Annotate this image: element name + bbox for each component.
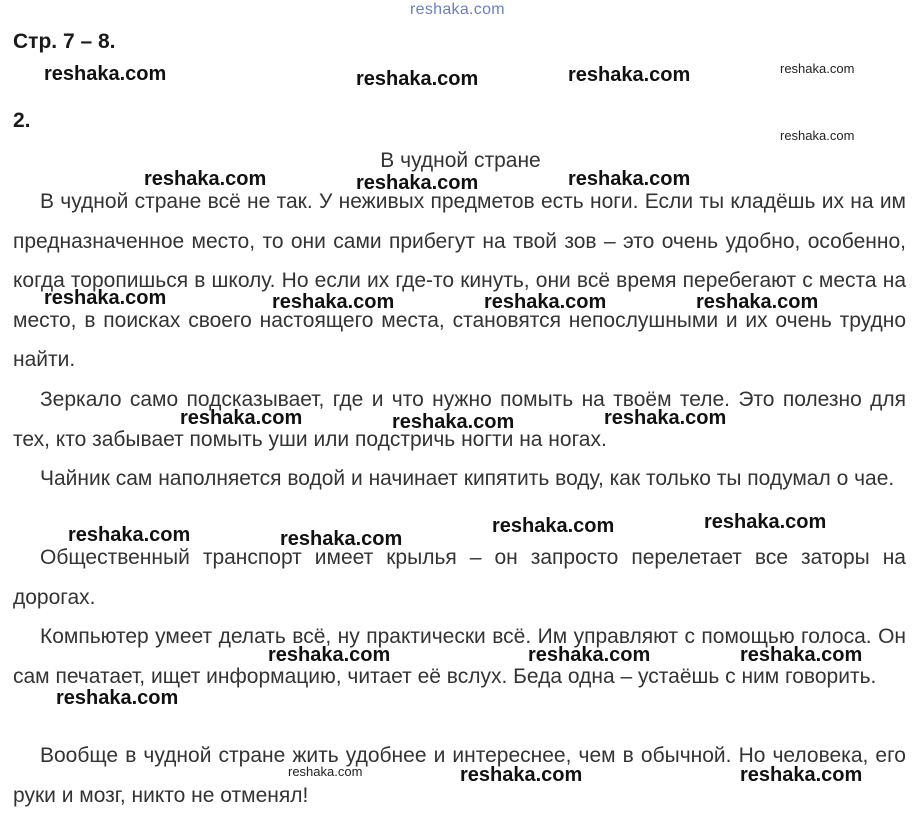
watermark: reshaka.com <box>268 644 391 666</box>
paragraph-2-text: Зеркало само подсказывает, где и что нужно помыть на твоём теле. Это полезно для тех, кто забывает помыть уши или подстричь ногти на ногах. <box>13 388 906 451</box>
watermark: reshaka.com <box>780 61 855 76</box>
watermark: reshaka.com <box>144 168 267 190</box>
watermark: reshaka.com <box>56 687 179 709</box>
watermark: reshaka.com <box>180 407 303 429</box>
paragraph-4 <box>13 538 906 617</box>
watermark: reshaka.com <box>68 524 191 546</box>
watermark: reshaka.com <box>568 64 691 86</box>
watermark: reshaka.com <box>528 644 651 666</box>
watermark: reshaka.com <box>356 172 479 194</box>
watermark: reshaka.com <box>392 411 515 433</box>
watermark: reshaka.com <box>288 764 363 779</box>
watermark: reshaka.com <box>280 528 403 550</box>
story-title: В чудной стране <box>380 149 541 172</box>
watermark: reshaka.com <box>460 764 583 786</box>
watermark: reshaka.com <box>272 291 395 313</box>
paragraph-1-text: В чудной стране всё не так. У неживых предметов есть ноги. Если ты кладёшь их на им предназначенное место, то они сами прибегут на твой зов – это очень удобно, особенно, когда торопишься в школу. Но если их где-то кинуть, они всё время перебегают с места на место, в поисках своего настоящего места, становятся непослушными и их очень трудно найти. <box>13 190 906 371</box>
watermark: reshaka.com <box>356 68 479 90</box>
site-watermark-top: reshaka.com <box>410 1 505 18</box>
watermark: reshaka.com <box>704 511 827 533</box>
task-number: 2. <box>13 109 31 132</box>
paragraph-6-text: Вообще в чудной стране жить удобнее и интереснее, чем в обычной. Но человека, его руки и мозг, никто не отменял! <box>13 744 906 807</box>
paragraph-4-text: Общественный транспорт имеет крылья – он запросто перелетает все заторы на дорогах. <box>13 546 906 609</box>
watermark: reshaka.com <box>696 291 819 313</box>
watermark: reshaka.com <box>44 63 167 85</box>
page-reference: Стр. 7 – 8. <box>13 30 116 53</box>
paragraph-3-text: Чайник сам наполняется водой и начинает кипятить воду, как только ты подумал о чае. <box>40 467 895 490</box>
watermark: reshaka.com <box>492 515 615 537</box>
watermark: reshaka.com <box>604 407 727 429</box>
paragraph-3 <box>13 459 906 499</box>
watermark: reshaka.com <box>780 128 855 143</box>
paragraph-5-text: Компьютер умеет делать всё, ну практически всё. Им управляют с помощью голоса. Он сам печатает, ищет информацию, читает её вслух. Беда одна – устаёшь с ним говорить. <box>13 625 906 688</box>
paragraph-1 <box>13 182 906 380</box>
watermark: reshaka.com <box>740 644 863 666</box>
watermark: reshaka.com <box>568 168 691 190</box>
watermark: reshaka.com <box>44 287 167 309</box>
watermark: reshaka.com <box>484 291 607 313</box>
watermark: reshaka.com <box>740 764 863 786</box>
